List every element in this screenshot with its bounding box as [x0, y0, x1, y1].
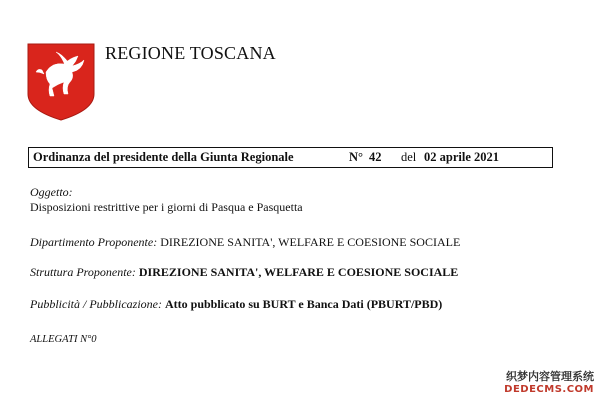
ordinance-date-prefix: del — [401, 150, 417, 164]
watermark — [486, 368, 594, 395]
publication-label: Pubblicità / Pubblicazione: — [30, 297, 162, 311]
crest-icon — [26, 42, 96, 122]
ordinance-number: 42 — [369, 150, 382, 164]
attachments-label: ALLEGATI N°0 — [30, 334, 97, 345]
ordinance-number-label: N° — [349, 150, 364, 164]
department-row — [30, 235, 460, 250]
structure-value: DIREZIONE SANITA', WELFARE E COESIONE SOCIALE — [138, 265, 459, 279]
publication-row — [30, 297, 442, 312]
watermark-line2: DEDECMS.COM — [504, 384, 594, 395]
subject-text: Disposizioni restrittive per i giorni di Pasqua e Pasquetta — [30, 200, 303, 214]
department-label: Dipartimento Proponente: — [30, 235, 158, 249]
publication-value: Atto pubblicato su BURT e Banca Dati (PBURT/PBD) — [164, 297, 443, 311]
ordinance-title: Ordinanza del presidente della Giunta Regionale — [33, 150, 294, 164]
structure-label: Struttura Proponente: — [30, 265, 136, 279]
department-value: DIREZIONE SANITA', WELFARE E COESIONE SOCIALE — [160, 235, 461, 249]
structure-row — [30, 265, 458, 280]
subject-label: Oggetto: — [30, 185, 73, 199]
ordinance-date: 02 aprile 2021 — [424, 150, 499, 164]
region-title: REGIONE TOSCANA — [105, 43, 276, 63]
watermark-line1: 织梦内容管理系统 — [506, 370, 594, 383]
ordinance-header-box — [28, 147, 553, 168]
